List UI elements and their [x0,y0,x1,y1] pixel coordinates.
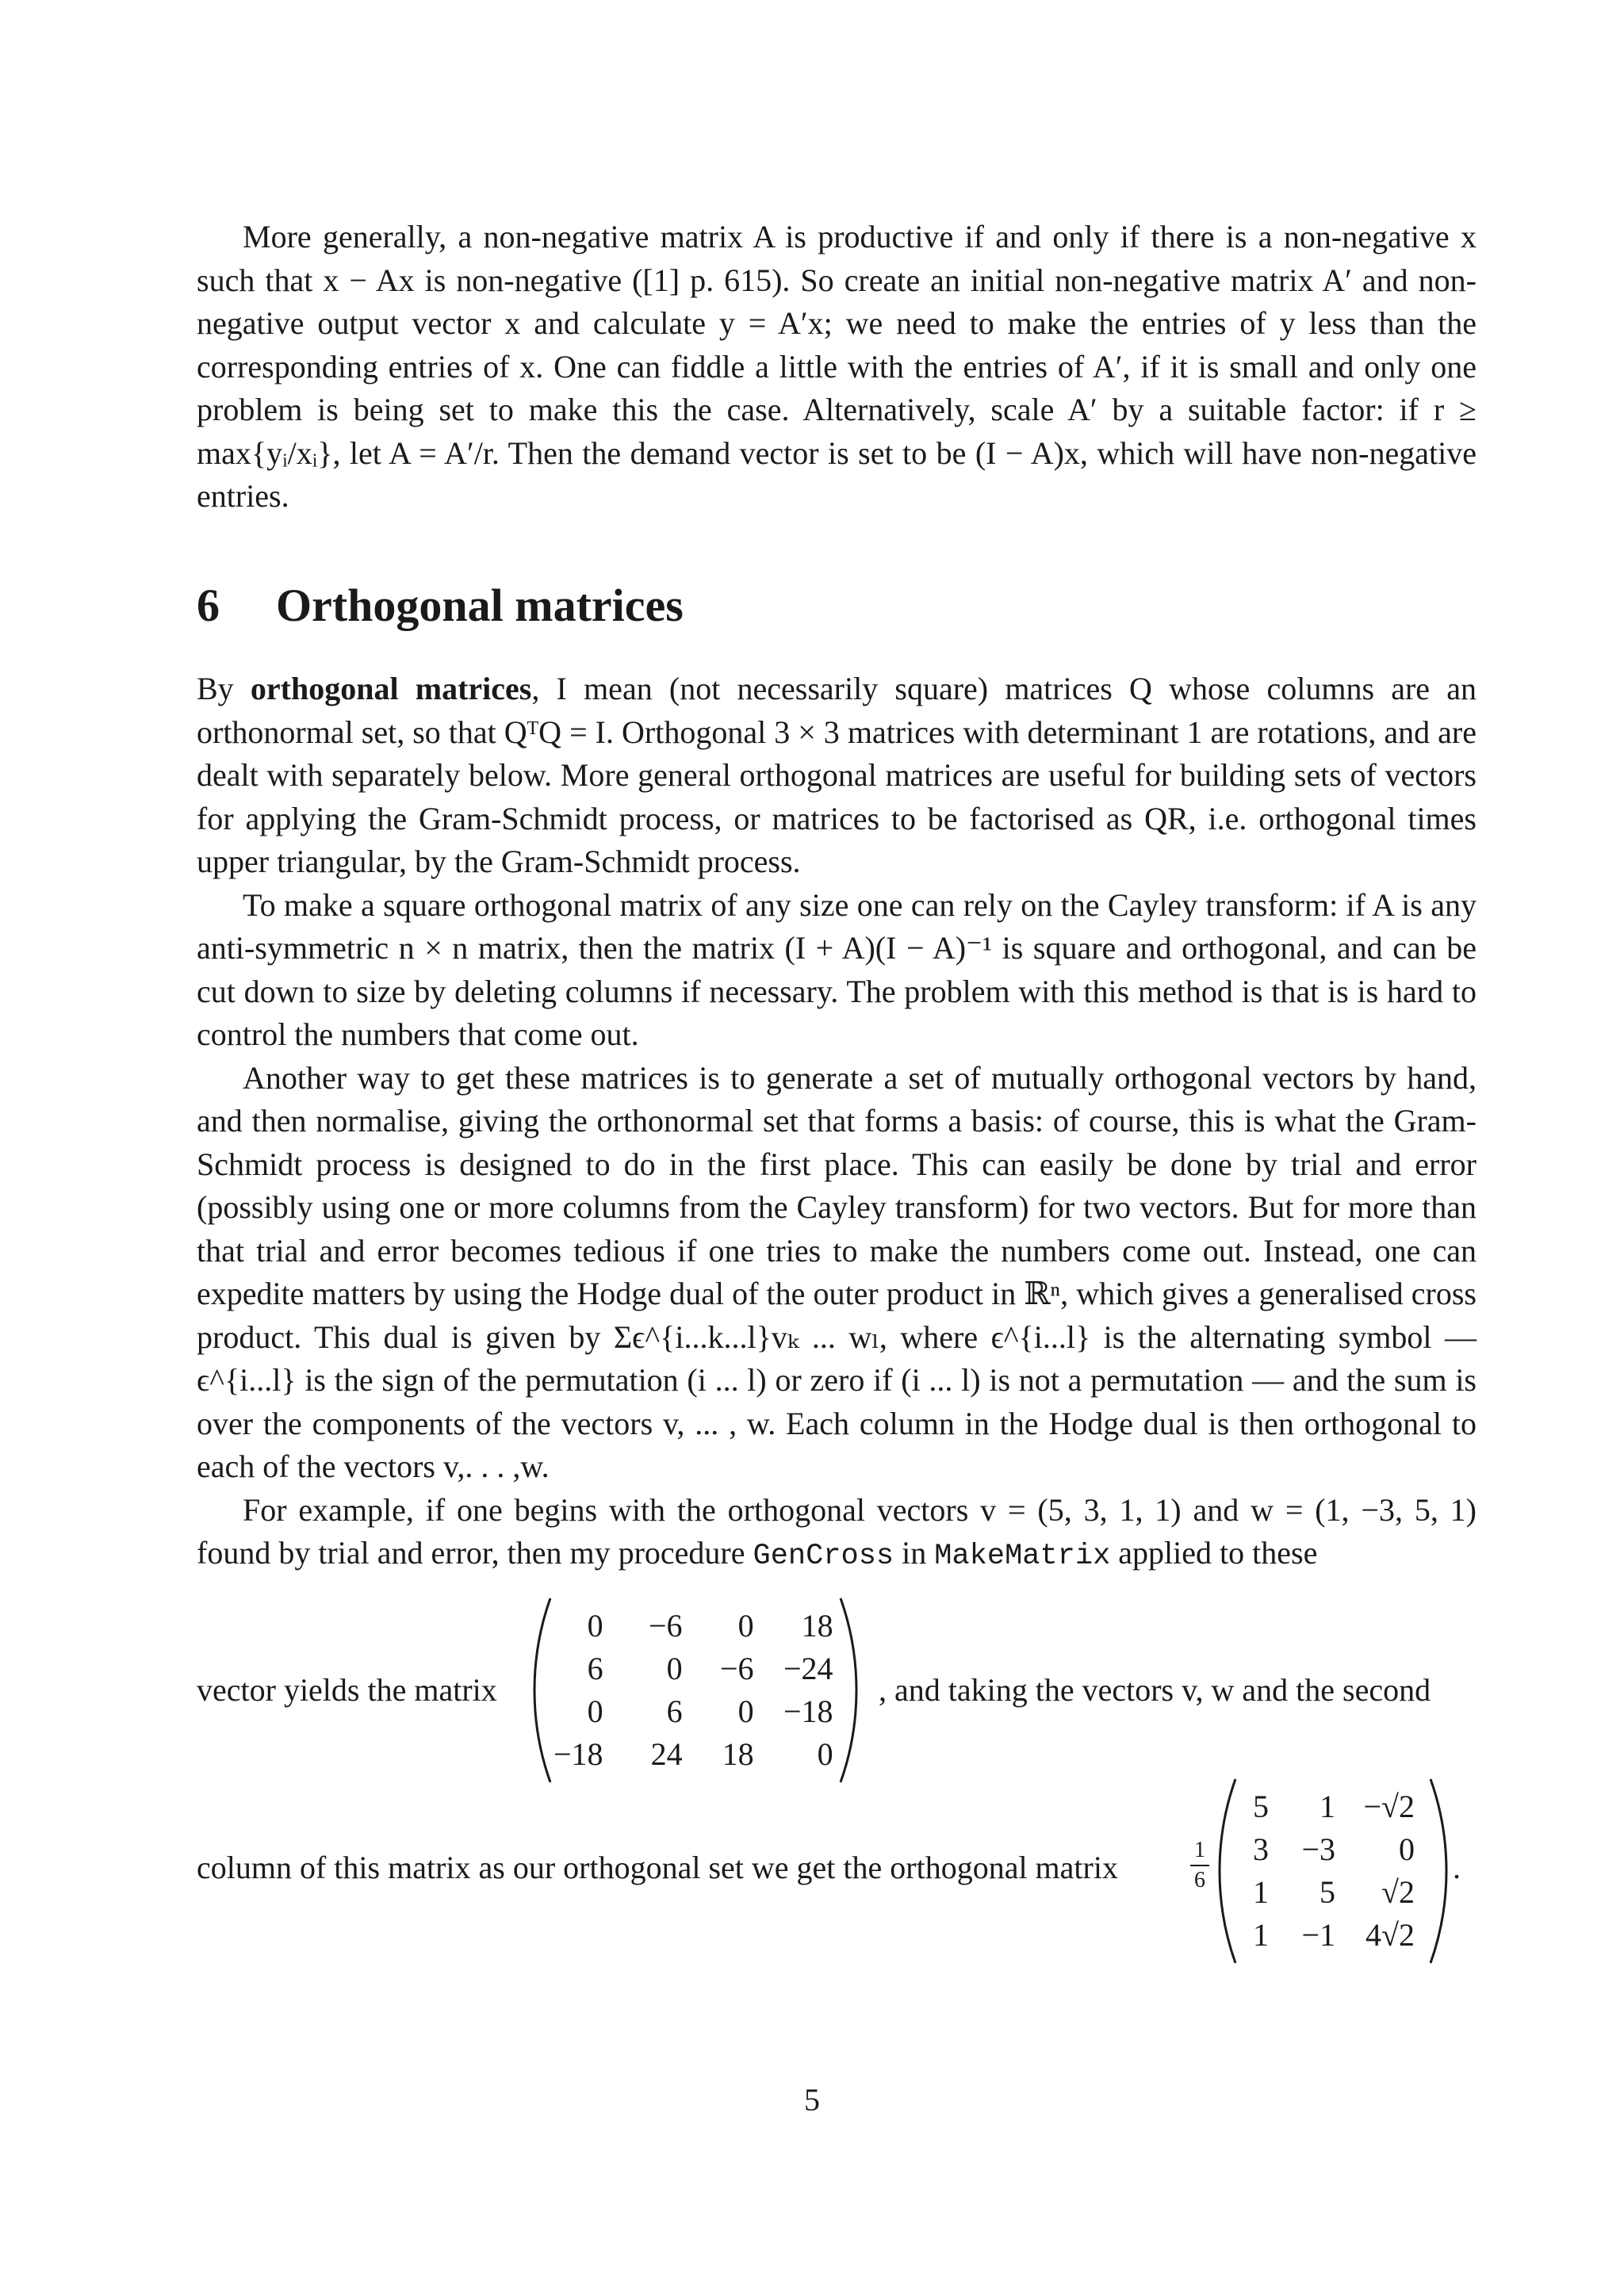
matrix-cell: 5 [1320,1874,1335,1910]
matrix-row [1239,1785,1415,1828]
module-name: MakeMatrix [934,1540,1111,1573]
paragraph-hodge-dual: Another way to get these matrices is to generate a set of mutually orthogonal vectors by hand, and then normalise, giving the orthonormal set that forms a basis: of course, this is what the Gram-Schmidt process is designed to do in the first place. This can easily be done by trial and error (possibly using one or more columns from the Cayley transform) for two vectors. But for more than that trial and error becomes tedious if one tries to make the numbers come out. Instead, one can expedite matters by using the Hodge dual of the outer product in ℝⁿ, which gives a generalised cross product. This dual is given by Σϵ^{i...k...l}vₖ ... wₗ, where ϵ^{i...l} is the alternating symbol — ϵ^{i...l} is the sign of the permutation (i ... l) or zero if (i ... l) is not a permutation — and the sum is over the components of the vectors v, ... , w. Each column in the Hodge dual is then orthogonal to each of the vectors v,. . . ,w. [197,1059,1477,1484]
matrix-cell: 0 [666,1651,683,1686]
matrix-cell: 0 [587,1608,603,1644]
matrix-row [1239,1828,1415,1871]
cross-product-matrix [533,1595,858,1785]
matrix-cell: −18 [553,1736,603,1772]
matrix-line-1-after: , and taking the vectors v, w and the second [879,1672,1431,1708]
section-number: 6 [197,580,220,631]
matrix-line-2-before: column of this matrix as our orthogonal set we get the orthogonal matrix [197,1850,1118,1885]
right-paren-icon [837,1595,858,1785]
left-paren-icon [1218,1776,1239,1966]
matrix-cell: 24 [650,1736,683,1772]
matrix-line-1-before: vector yields the matrix [197,1672,497,1708]
period: . [1453,1850,1461,1885]
matrix-row [553,1647,833,1690]
matrix-cell: −24 [783,1651,833,1686]
matrix-cell: 1 [1253,1874,1269,1910]
paragraph-productive-matrix [197,216,1477,519]
left-paren-icon [533,1595,553,1785]
paragraph-lead: By [197,671,251,706]
matrix-cell: −6 [720,1651,754,1686]
cross-product-matrix-table [553,1605,833,1776]
matrix-row [553,1690,833,1733]
orthogonal-matrix [1218,1776,1448,1966]
matrix-cell: 5 [1253,1789,1269,1824]
matrix-row [1239,1914,1415,1957]
right-paren-icon [1427,1776,1448,1966]
paragraph-example [197,1489,1477,1578]
matrix-row [553,1733,833,1776]
matrix-row [553,1605,833,1647]
example-lead: For example, if one begins with the orthogonal vectors v = (5, 3, 1, 1) and w = (1, −3, 5, 1) found by trial and error, then my procedure [197,1491,1477,1571]
paragraph-text: More generally, a non-negative matrix A is productive if and only if there is a non-negative x such that x − Ax is non-negative ([1] p. 615). So create an initial non-negative matrix A′ and non-negative output vector x and calculate y = A′x; we need to make the entries of y less than the corresponding entries of x. One can fiddle a little with the entries of A′, if it is small and only one problem is being set to make this the case. Alternatively, scale A′ by a suitable factor: if r ≥ max{yᵢ/xᵢ}, let A = A′/r. Then the demand vector is set to be (I − A)x, which will have non-negative entries. [197,219,1477,514]
matrix-cell: 18 [801,1608,833,1644]
matrix-cell: −6 [649,1608,683,1644]
paragraph-definition [197,668,1477,884]
page-number: 5 [804,2082,820,2118]
matrix-cell: 0 [737,1608,754,1644]
fraction-bar [1190,1865,1209,1866]
fraction-one-sixth [1190,1838,1209,1893]
matrix-cell: 0 [737,1693,754,1729]
matrix-cell: −18 [783,1693,833,1729]
section-body [197,668,1477,1578]
matrix-cell: 6 [666,1693,683,1729]
matrix-cell: 18 [722,1736,754,1772]
matrix-cell: 0 [817,1736,833,1772]
paragraph-rest: , I mean (not necessarily square) matrices Q whose columns are an orthonormal set, so that QᵀQ = I. Orthogonal 3 × 3 matrices with determinant 1 are rotations, and are dealt with separately below. More general orthogonal matrices are useful for building sets of vectors for applying the Gram-Schmidt process, or matrices to be factorised as QR, i.e. orthogonal times upper triangular, by the Gram-Schmidt process. [197,671,1477,879]
matrix-cell: −√2 [1363,1789,1415,1824]
matrix-cell: 1 [1253,1917,1269,1953]
paragraph-cayley: To make a square orthogonal matrix of any size one can rely on the Cayley transform: if A is any anti-symmetric n × n matrix, then the matrix (I + A)(I − A)⁻¹ is square and orthogonal, and can be cut down to size by deleting columns if necessary. The problem with this method is that is is hard to control the numbers that come out. [197,886,1477,1052]
example-tail: applied to these [1110,1535,1318,1571]
matrix-cell: 1 [1320,1789,1335,1824]
matrix-row [1239,1871,1415,1914]
fraction-denominator: 6 [1194,1868,1205,1892]
section-heading [197,579,684,632]
matrix-cell: √2 [1381,1874,1415,1910]
matrix-cell: 6 [587,1651,603,1686]
term-orthogonal-matrices: orthogonal matrices [250,671,532,706]
section-title: Orthogonal matrices [276,580,684,631]
example-in: in [894,1535,935,1571]
procedure-name: GenCross [753,1540,894,1573]
matrix-cell: 4√2 [1365,1917,1415,1953]
matrix-cell: −1 [1301,1917,1335,1953]
orthogonal-matrix-table [1239,1785,1415,1957]
matrix-cell: −3 [1301,1831,1335,1867]
matrix-cell: 0 [587,1693,603,1729]
matrix-cell: 0 [1399,1831,1415,1867]
matrix-cell: 3 [1253,1831,1269,1867]
fraction-numerator: 1 [1194,1838,1205,1862]
